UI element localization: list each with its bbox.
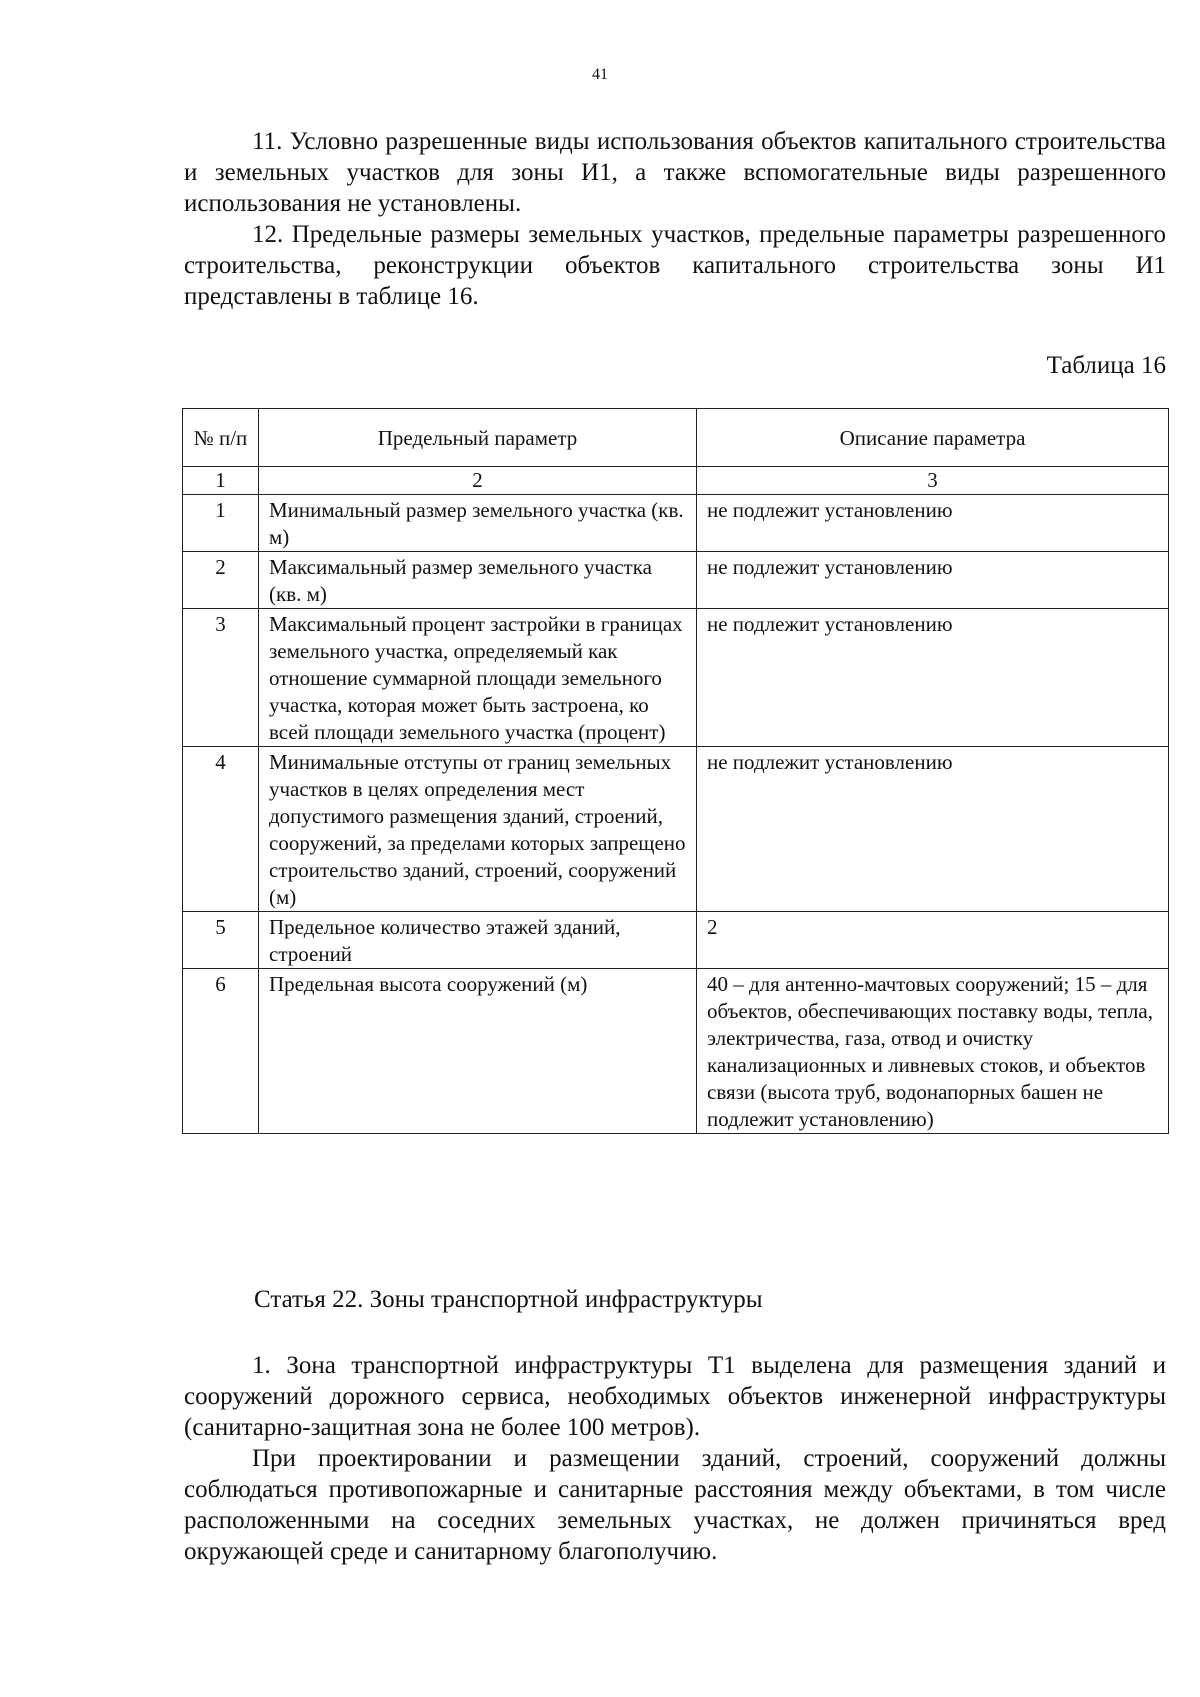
table-row (183, 747, 1169, 912)
article-text (184, 1350, 1166, 1567)
row-description: 2 (697, 912, 1169, 969)
index-cell: 3 (697, 467, 1169, 495)
page-number: 41 (592, 66, 608, 83)
row-parameter: Минимальный размер земельного участка (кв. м) (259, 495, 697, 552)
table-row (183, 912, 1169, 969)
header-description: Описание параметра (697, 409, 1169, 467)
row-parameter: Предельная высота сооружений (м) (259, 969, 697, 1134)
row-number: 3 (183, 609, 259, 747)
row-description: не подлежит установлению (697, 495, 1169, 552)
row-parameter: Предельное количество этажей зданий, строений (259, 912, 697, 969)
header-number: № п/п (183, 409, 259, 467)
table-header-row (183, 409, 1169, 467)
row-description: не подлежит установлению (697, 609, 1169, 747)
table-row (183, 609, 1169, 747)
row-number: 4 (183, 747, 259, 912)
table-row (183, 495, 1169, 552)
article-title: Статья 22. Зоны транспортной инфраструктуры (254, 1286, 763, 1313)
table-row (183, 552, 1169, 609)
paragraph-12: 12. Предельные размеры земельных участков, предельные параметры разрешенного строительства, реконструкции объектов капитального строительства зоны И1 представлены в таблице 16. (184, 221, 1166, 310)
parameters-table (182, 408, 1169, 1134)
row-description: не подлежит установлению (697, 747, 1169, 912)
row-number: 6 (183, 969, 259, 1134)
paragraph-design-requirements: При проектировании и размещении зданий, строений, сооружений должны соблюдаться противопожарные и санитарные расстояния между объектами, в том числе расположенными на соседних земельных участках, не должен причиняться вред окружающей среде и санитарному благополучию. (184, 1445, 1166, 1565)
table-row (183, 969, 1169, 1134)
intro-text (184, 126, 1166, 312)
row-parameter: Максимальный размер земельного участка (кв. м) (259, 552, 697, 609)
row-number: 1 (183, 495, 259, 552)
row-parameter: Минимальные отступы от границ земельных участков в целях определения мест допустимого размещения зданий, строений, сооружений, за пределами которых запрещено строительство зданий, строений, сооружений (м) (259, 747, 697, 912)
row-parameter: Максимальный процент застройки в границах земельного участка, определяемый как отношение суммарной площади земельного участка, которая может быть застроена, ко всей площади земельного участка (процент) (259, 609, 697, 747)
index-cell: 2 (259, 467, 697, 495)
paragraph-11: 11. Условно разрешенные виды использования объектов капитального строительства и земельных участков для зоны И1, а также вспомогательные виды разрешенного использования не установлены. (184, 128, 1166, 217)
row-description: 40 – для антенно-мачтовых сооружений; 15 – для объектов, обеспечивающих поставку воды, тепла, электричества, газа, отвод и очистку канализационных и ливневых стоков, и объектов связи (высота труб, водонапорных башен не подлежит установлению) (697, 969, 1169, 1134)
index-cell: 1 (183, 467, 259, 495)
row-number: 5 (183, 912, 259, 969)
header-parameter: Предельный параметр (259, 409, 697, 467)
table-caption: Таблица 16 (1046, 352, 1166, 379)
row-number: 2 (183, 552, 259, 609)
row-description: не подлежит установлению (697, 552, 1169, 609)
paragraph-zone-t1: 1. Зона транспортной инфраструктуры Т1 выделена для размещения зданий и сооружений дорожного сервиса, необходимых объектов инженерной инфраструктуры (санитарно-защитная зона не более 100 метров). (184, 1352, 1166, 1441)
table-index-row (183, 467, 1169, 495)
